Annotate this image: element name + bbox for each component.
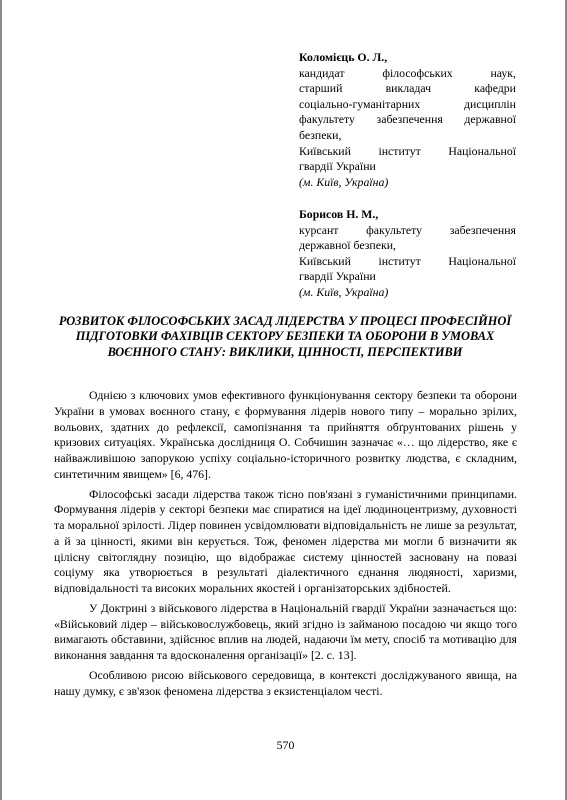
author-block-2 [299, 207, 516, 301]
body-paragraph: Філософські засади лідерства також тісно пов'язані з гуманістичними принципами. Формування лідерів у секторі безпеки має спиратися на ідеї людиноцентризму, духовності та моральної зрілості. Лідер повинен усвідомлювати відповідальність не лише за результат, а й за цінності, якими він керується. Тож, феномен лідерства ми могли б визначити як цілісну світоглядну позицію, що відображає систему цінностей засновану на повазі соціуму яка утворюється в результаті діалектичного єднання людяності, харизми, відповідальності та високих моральних якостей і організаторських здібностей. [54, 486, 517, 595]
author-affiliation-line: соціально-гуманітарних дисциплін [299, 96, 516, 111]
author-affiliation-line: гвардії України [299, 269, 376, 284]
body-paragraph: Особливою рисою військового середовища, в контексті досліджуваного явища, на нашу думку, є зв'язок феномена лідерства з екзистенціалом честі. [54, 667, 517, 698]
author-name: Коломієць О. Л., [299, 50, 388, 64]
article-body [54, 388, 517, 699]
author-affiliation-line: Київський інститут Національної [299, 253, 516, 268]
author-affiliation-line: факультету забезпечення державної [299, 112, 516, 127]
author-name: Борисов Н. М., [299, 207, 379, 221]
author-block-1 [299, 50, 516, 190]
article-title: РОЗВИТОК ФІЛОСОФСЬКИХ ЗАСАД ЛІДЕРСТВА У ПРОЦЕСІ ПРОФЕСІЙНОЇ ПІДГОТОВКИ ФАХІВЦІВ СЕКТОРУ БЕЗПЕКИ ТА ОБОРОНИ В УМОВАХ ВОЄННОГО СТАНУ: ВИКЛИКИ, ЦІННОСТІ, ПЕРСПЕКТИВИ [58, 314, 512, 359]
author-affiliation-line: гвардії України [299, 159, 376, 174]
author-affiliation-line: безпеки, [299, 127, 342, 142]
body-paragraph: Однією з ключових умов ефективного функціонування сектору безпеки та оборони України в умовах воєнного стану, є формування лідерів нового типу – морально зрілих, вольових, здатних до рефлексії, самопізнання та прийняття обґрунтованих рішень у кризових ситуаціях. Українська дослідниця О. Собчишин зазначає «… що лідерство, яке є найважливішою запорукою успіху соціально-історичного розвитку людства, є складним, синтетичним явищем» [6, 476]. [54, 388, 517, 481]
author-affiliation-line: державної безпеки, [299, 238, 396, 253]
page-number: 570 [276, 738, 295, 752]
author-affiliation-line: старший викладач кафедри [299, 81, 516, 96]
author-city: (м. Київ, Україна) [299, 174, 389, 189]
body-paragraph: У Доктрині з військового лідерства в Національній гвардії України зазначається що: «Військовий лідер – військовослужбовець, який згідно із займаною посадою чи якщо того вимагають обставини, здійснює вплив на людей, надаючи їм мету, спосіб та мотивацію для виконання завдання та вдосконалення організації» [2. с. 13]. [54, 600, 517, 662]
author-affiliation-line: кандидат філософських наук, [299, 65, 516, 80]
author-affiliation-line: курсант факультету забезпечення [299, 222, 516, 237]
author-affiliation-line: Київський інститут Національної [299, 143, 516, 158]
author-city: (м. Київ, Україна) [299, 284, 389, 299]
